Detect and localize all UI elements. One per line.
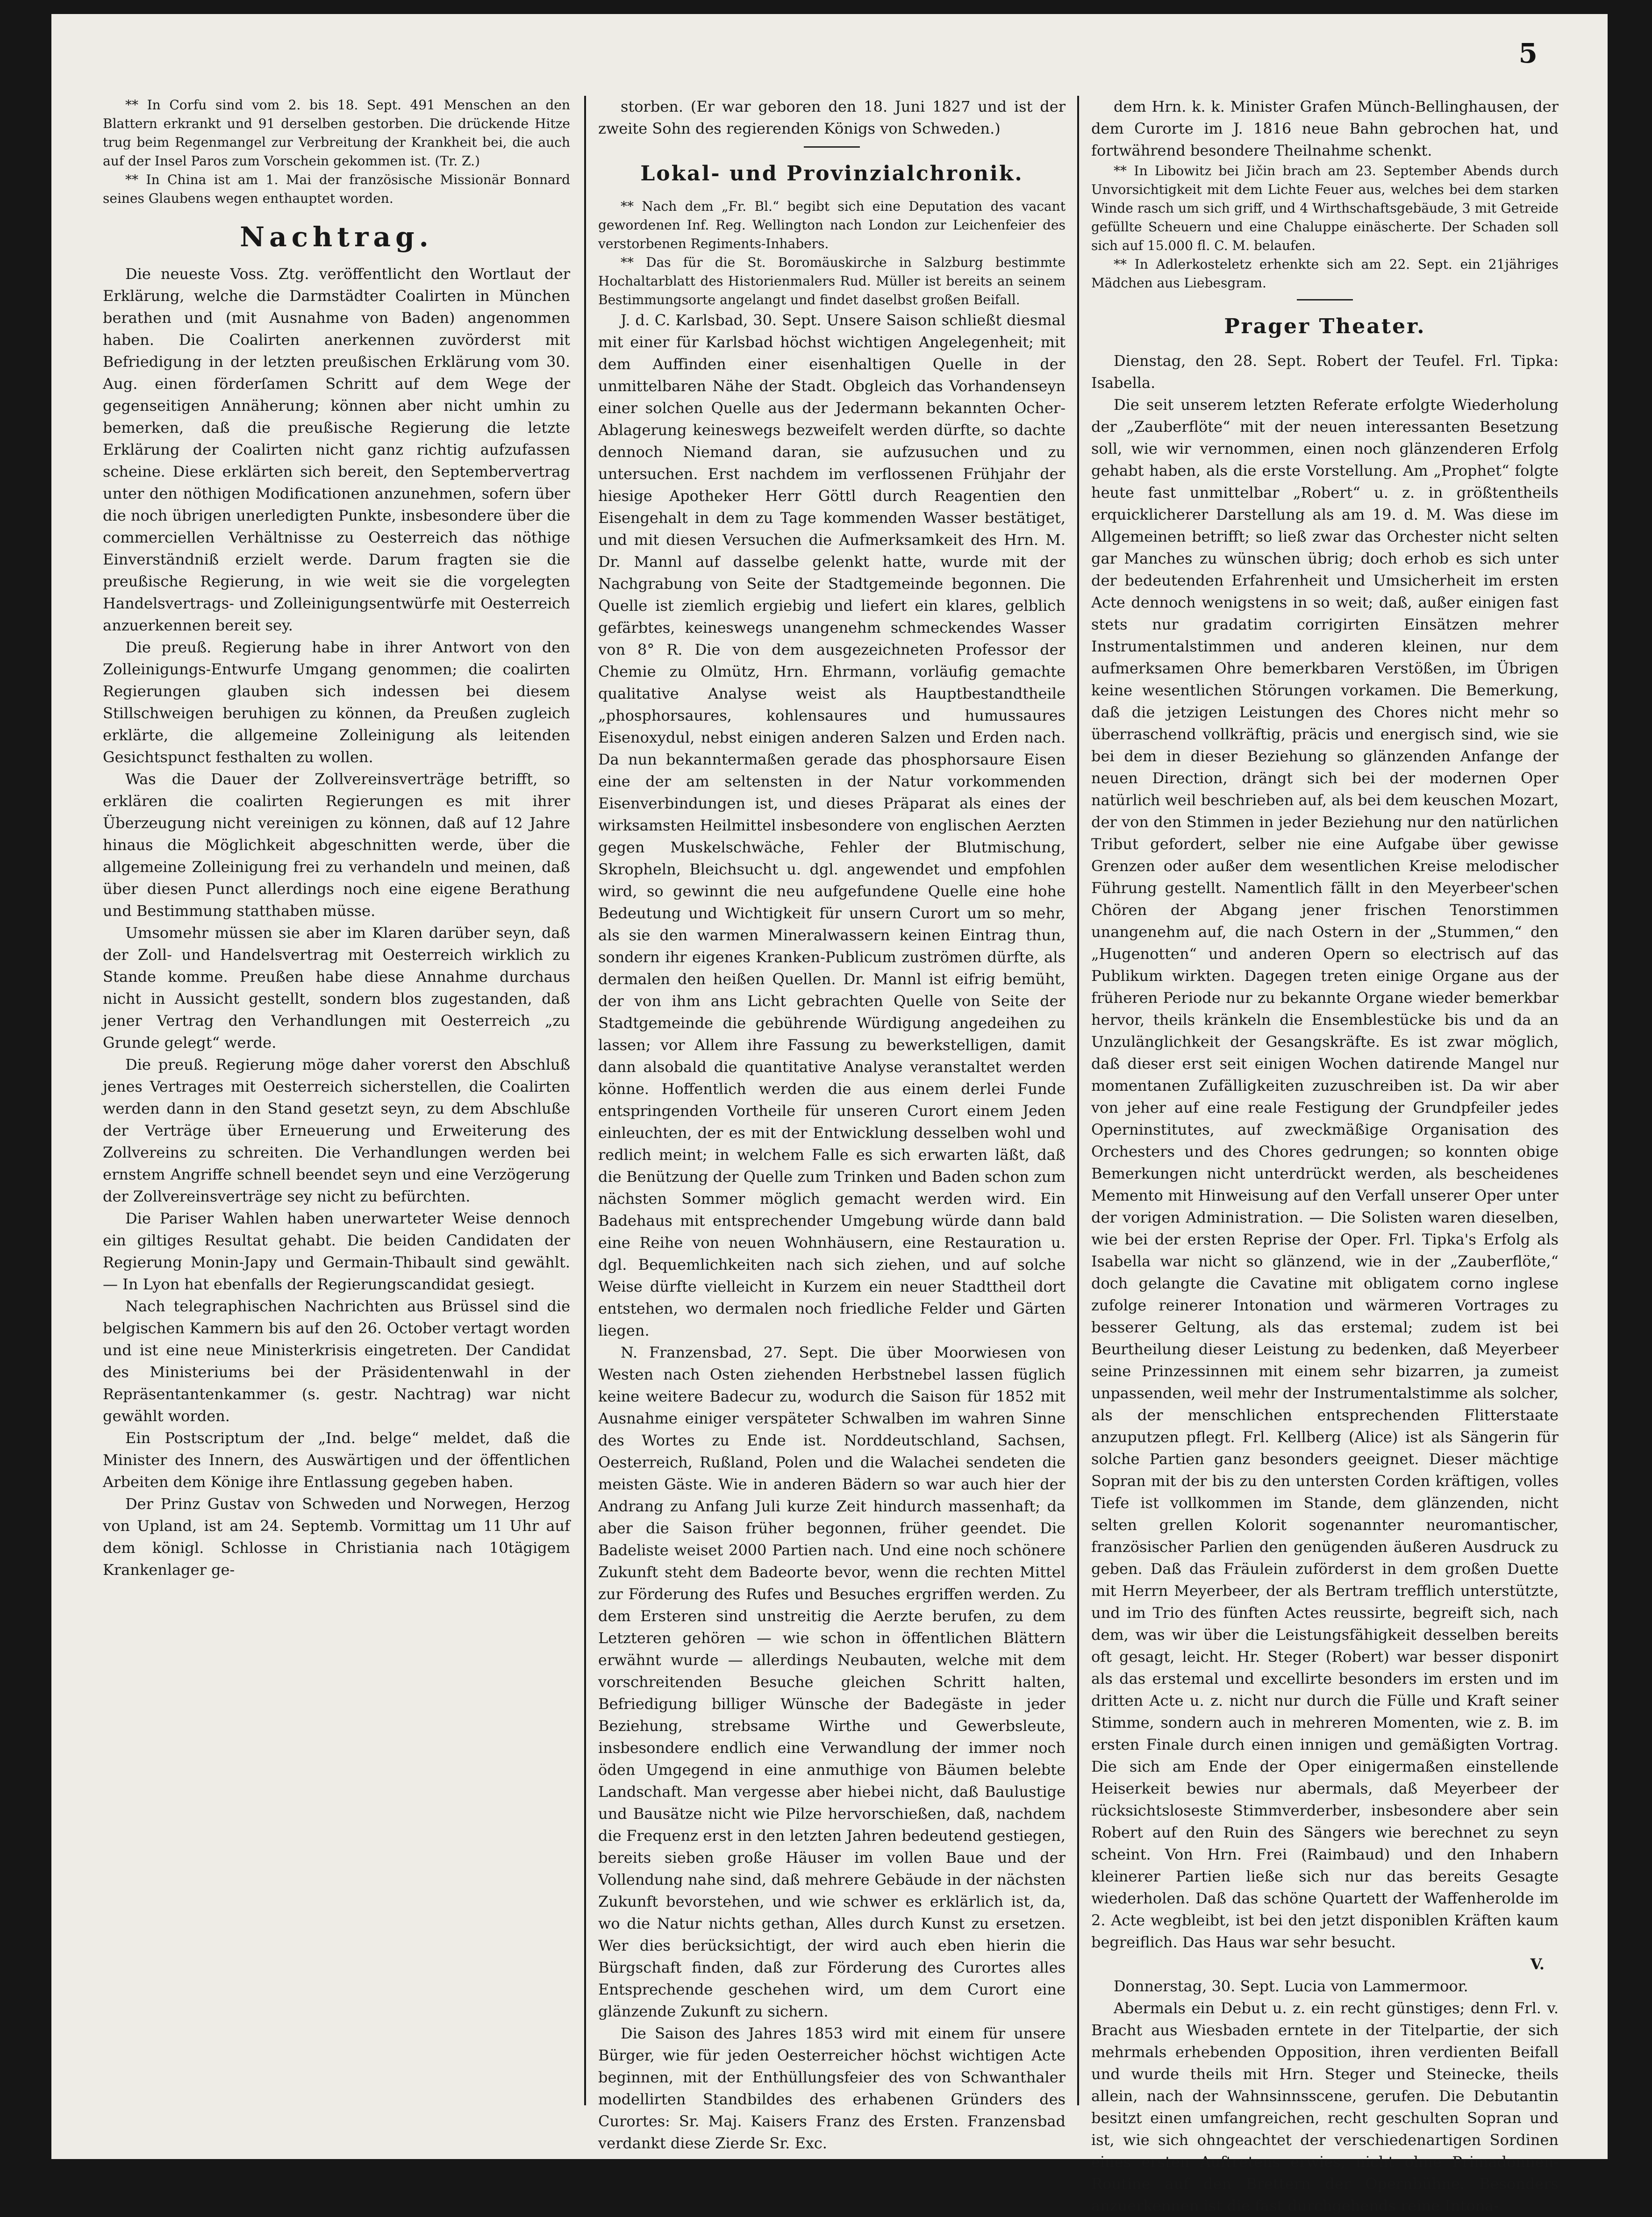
paragraph-saison-1853: Die Saison des Jahres 1853 wird mit einem für unsere Bürger, wie für jeden Oesterreicher höchst wichtigen Acte beginnen, mit der Enthüllungsfeier des von Schwanthaler modellirten Standbildes des erhabenen Gründers des Curortes: Sr. Maj. Kaisers Franz des Ersten. Franzensbad verdankt diese Zierde Sr. Exc.	[598, 2024, 1066, 2152]
paragraph-5: Die preuß. Regierung möge daher vorerst den Abschluß jenes Vertrages mit Oesterreich sicherstellen, die Coalirten werden dann in den Stand gesetzt seyn, zu dem Abschluße der Verträge über Erneuerung und Erweiterung des Zollvereins zu schreiten. Die Verhandlungen werden bei ernstem Angriffe schnell beendet seyn und eine Verzögerung der Zollvereinsverträge sey nicht zu befürchten.	[103, 1056, 570, 1205]
heading-prager-theater: Prager Theater.	[1224, 315, 1426, 338]
heading-nachtrag: Nachtrag.	[240, 221, 433, 253]
paragraph-3: Was die Dauer der Zollvereinsverträge betrifft, so erklären die coalirten Regierungen es mit ihrer Überzeugung nicht vereinigen zu können, daß auf 12 Jahre hinaus die Möglichkeit abgeschnitten werde, über die allgemeine Zolleinigung frei zu verhandeln und meinen, daß über diesen Punct allerdings noch eine eigene Berathung und Bestimmung statthaben müsse.	[103, 770, 570, 920]
column-divider	[584, 96, 586, 2105]
paragraph-2: Die preuß. Regierung habe in ihrer Antwort von den Zolleinigungs-Entwurfe Umgang genommen; die coalirten Regierungen glauben sich indessen bei diesem Stillschweigen beruhigen zu können, da Preußen zugleich erklärte, die allgemeine Zolleinigung als leitenden Gesichtspunct festhalten zu wollen.	[103, 638, 570, 766]
paragraph-4: Umsomehr müssen sie aber im Klaren darüber seyn, daß der Zoll- und Handelsvertrag mit Oesterreich wirklich zu Stande komme. Preußen habe diese Annahme durchaus nicht in Aussicht gestellt, sondern blos zugestanden, daß jener Vertrag den Verhandlungen mit Oesterreich „zu Grunde gelegt“ werde.	[103, 924, 570, 1051]
column-right	[1091, 96, 1559, 2215]
paragraph-6: Die Pariser Wahlen haben unerwarteter Weise dennoch ein giltiges Resultat gehabt. Die beiden Candidaten der Regierung Monin-Japy und Germain-Thibault sind gewählt. — In Lyon hat ebenfalls der Regierungscandidat gesiegt.	[103, 1209, 570, 1293]
news-salzburg: ** Das für die St. Boromäuskirche in Salzburg bestimmte Hochaltarblatt des Historienmalers Rud. Müller ist bereits an seinem Bestimmungsorte angelangt und findet daselbst großen Beifall.	[598, 255, 1066, 308]
column-left	[103, 96, 570, 2115]
column-divider	[1077, 96, 1079, 2105]
paragraph-continued: dem Hrn. k. k. Minister Grafen Münch-Bellinghausen, der dem Curorte im J. 1816 neue Bahn gebrochen hat, und fortwährend besondere Theilnahme schenkt.	[1091, 98, 1559, 159]
report-franzensbad: N. Franzensbad, 27. Sept. Die über Moorwiesen von Westen nach Osten ziehenden Herbstnebel lassen füglich keine weitere Badecur zu, wodurch die Saison für 1852 mit Ausnahme einiger verspäteter Schwalben im wahren Sinne des Wortes zu Ende ist. Norddeutschland, Sachsen, Oesterreich, Rußland, Polen und die Walachei sendeten die meisten Gäste. Wie in anderen Bädern so war auch hier der Andrang zu Anfang Juli kurze Zeit hindurch massenhaft; da aber die Saison früher begonnen, früher geendet. Die Badeliste weiset 2000 Partien nach. Und eine noch schönere Zukunft steht dem Badeorte bevor, wenn die rechten Mittel zur Förderung des Rufes und Besuches ergriffen werden. Zu dem Ersteren sind unstreitig die Aerzte berufen, zu dem Letzteren gehören — wie schon in öffentlichen Blättern erwähnt wurde — allerdings Neubauten, welche mit dem vorschreitenden Besuche gleichen Schritt halten, Befriedigung billiger Wünsche der Badegäste in jeder Beziehung, strebsame Wirthe und Gewerbsleute, insbesondere endlich eine Verwandlung der immer noch öden Umgegend in eine anmuthige von Bäumen belebte Landschaft. Man vergesse aber hiebei nicht, daß Baulustige und Bausätze nicht wie Pilze hervorschießen, daß, nachdem die Frequenz erst in den letzten Jahren bedeutend gestiegen, bereits sieben große Häuser im vollen Baue und der Vollendung nahe sind, daß mehrere Gebäude in der nächsten Zukunft bevorstehen, und wie schwer es erklärlich ist, da, wo die Natur nichts gethan, Alles durch Kunst zu ersetzen. Wer dies berücksichtigt, der wird auch eben hierin die Bürgschaft finden, daß zur Förderung des Curortes alles Entsprechende geschehen wird, um dem Curort eine glänzende Zukunft zu sichern.	[598, 1344, 1066, 2020]
paragraph-8: Ein Postscriptum der „Ind. belge“ meldet, daß die Minister des Innern, des Auswärtigen und der öffentlichen Arbeiten dem Könige ihre Entlassung gegeben haben.	[103, 1429, 570, 1491]
paragraph-continued: storben. (Er war geboren den 18. Juni 1827 und ist der zweite Sohn des regierenden Königs von Schweden.)	[598, 98, 1066, 137]
report-karlsbad: J. d. C. Karlsbad, 30. Sept. Unsere Saison schließt diesmal mit einer für Karlsbad höchst wichtigen Angelegenheit; mit dem Auffinden einer eisenhaltigen Quelle in der unmittelbaren Nähe der Stadt. Obgleich das Vorhandenseyn einer solchen Quelle aus der Jedermann bekannten Ocher-Ablagerung keineswegs bezweifelt werden dürfte, so dachte dennoch Niemand daran, sie aufzusuchen und zu untersuchen. Erst nachdem im verflossenen Frühjahr der hiesige Apotheker Herr Göttl durch Reagentien den Eisengehalt in dem zu Tage kommenden Wasser bestätiget, und mit diesen Versuchen die Aufmerksamkeit des Hrn. M. Dr. Mannl auf dasselbe gelenkt hatte, wurde mit der Nachgrabung von Seite der Stadtgemeinde begonnen. Die Quelle ist ziemlich ergiebig und liefert ein klares, gelblich gefärbtes, keineswegs unangenehm schmeckendes Wasser von 8° R. Die von dem ausgezeichneten Professor der Chemie zu Olmütz, Hrn. Ehrmann, vorläufig gemachte qualitative Analyse weist als Hauptbestandtheile „phosphorsaures, kohlensaures und humussaures Eisenoxydul, nebst einigen anderen Salzen und Erden nach. Da nun bekanntermaßen gerade das phosphorsaure Eisen eine der am seltensten in der Natur vorkommenden Eisenverbindungen ist, und dieses Präparat als eines der wirksamsten Heilmittel insbesondere von englischen Aerzten gegen Muskelschwäche, Fehler der Blutmischung, Skropheln, Bleichsucht u. dgl. angewendet und empfohlen wird, so gewinnt die neu aufgefundene Quelle eine hohe Bedeutung und Wichtigkeit für unsern Curort um so mehr, als sie den warmen Mineralwassern keinen Eintrag thun, sondern ihr eigenes Kranken-Publicum zuströmen dürfte, als dermalen den heißen Quellen. Dr. Mannl ist eifrig bemüht, der von ihm ans Licht gebrachten Quelle von Seite der Stadtgemeinde die gebührende Würdigung angedeihen zu lassen; vor Allem ihre Fassung zu bewerkstelligen, damit dann alsobald die quantitative Analyse veranstaltet werden könne. Hoffentlich werden die aus einem derlei Funde entspringenden Vortheile für unseren Curort einem Jeden einleuchten, der es mit der Entwicklung desselben wohl und redlich meint; in welchem Falle es sich erwarten läßt, daß die Benützung der Quelle zum Trinken und Baden schon zum nächsten Sommer möglich gemacht werden wird. Ein Badehaus mit entsprechender Umgebung würde dann bald eine Reihe von neuen Wohnhäusern, eine Restauration u. dgl. Bequemlichkeiten nach sich ziehen, und auf solche Weise dürfte vielleicht in Kurzem ein neuer Stadttheil dort entstehen, wo dermalen noch friedliche Felder und Gärten liegen.	[598, 311, 1066, 1339]
section-divider	[804, 146, 860, 148]
newspaper-page	[51, 14, 1608, 2215]
heading-lokal-chronik: Lokal- und Provinzialchronik.	[640, 162, 1023, 186]
section-divider	[1297, 299, 1353, 300]
news-fire-libowitz: ** In Libowitz bei Jičin brach am 23. September Abends durch Unvorsichtigkeit mit dem Lichte Feuer aus, welches bei dem starken Winde rasch um sich griff, und 4 Wirthschaftsgebäude, 3 mit Getreide gefüllte Scheuern und eine Chaluppe einäscherte. Der Schaden soll sich auf 15.000 fl. C. M. belaufen.	[1091, 163, 1559, 253]
performance-date-2: Donnerstag, 30. Sept. Lucia von Lammermoor.	[1114, 1977, 1468, 1995]
theater-review: Die seit unserem letzten Referate erfolgte Wiederholung der „Zauberflöte“ mit der neuen interessanten Besetzung soll, wie wir vernommen, einen noch glänzenderen Erfolg gehabt haben, als die erste Vorstellung. Am „Prophet“ folgte heute fast unmittelbar „Robert“ u. z. in größtentheils erquicklicherer Darstellung als am 19. d. M. Was diese im Allgemeinen betrifft; so ließ zwar das Orchester nicht selten gar Manches zu wünschen übrig; doch erhob es sich unter der bedeutenden Erfahrenheit und Umsicherheit im ersten Acte dennoch wenigstens in so weit; daß, außer einigen fast stets nur gradatim corrigirten Einsätzen mehrer Instrumentalstimmen und anderen kleinen, nur dem aufmerksamen Ohre bemerkbaren Verstößen, im Übrigen keine wesentlichen Störungen vorkamen. Die Bemerkung, daß die jetzigen Leistungen des Chores nicht mehr so überraschend vollkräftig, präcis und energisch sind, wie sie bei dem in dieser Beziehung so glänzenden Anfange der neuen Direction, drängt sich bei der modernen Oper natürlich weil beschrieben auf, als bei dem keuschen Mozart, der von den Stimmen in jeder Beziehung nur den natürlichen Tribut gefordert, selber nie eine Aufgabe über gewisse Grenzen oder außer dem wesentlichen Kreise melodischer Führung gestellt. Namentlich fällt in den Meyerbeer'schen Chören der Abgang jener frischen Tenorstimmen unangenehm auf, die nach Ostern in der „Stummen,“ den „Hugenotten“ und anderen Opern so electrisch auf das Publikum wirkten. Dagegen treten einige Organe aus der früheren Periode nur zu bekannte Organe wieder bemerkbar hervor, theils kränkeln die Ensemblestücke bis und da an Unzulänglichkeit der Gesangskräfte. Es ist zwar möglich, daß dieser erst seit einigen Wochen datirende Mangel nur momentanen Zufälligkeiten zuzuschreiben ist. Da wir aber von jeher auf eine reale Festigung der Grundpfeiler jedes Operninstitutes, auf zweckmäßige Organisation des Orchesters und des Chores gedrungen; so konnten obige Bemerkungen nicht unterdrückt werden, als bescheidenes Memento mit Hinweisung auf den Verfall unserer Oper unter der vorigen Administration. — Die Solisten waren dieselben, wie bei der ersten Reprise der Oper. Frl. Tipka's Erfolg als Isabella war nicht so glänzend, wie in der „Zauberflöte,“ doch gelangte die Cavatine mit obligatem corno inglese zufolge reinerer Intonation und wärmeren Vortrages zu besserer Geltung, als das erstemal; zudem ist bei Beurtheilung dieser Leistung zu bedenken, daß Meyerbeer seine Prinzessinnen mit einem sehr bizarren, ja zumeist unpassenden, weil mehr der Instrumentalstimme als solcher, als der menschlichen entsprechenden Flitterstaate anzuputzen pflegt. Frl. Kellberg (Alice) ist als Sängerin für solche Partien ganz besonders geeignet. Dieser mächtige Sopran mit der bis zu den untersten Corden kräftigen, volles Tiefe ist vollkommen im Stande, dem glänzenden, nicht selten grellen Kolorit sogenannter neuromantischer, französischer Parlien den genügenden äußeren Ausdruck zu geben. Daß das Fräulein zuförderst in dem großen Duette mit Herrn Meyerbeer, der als Bertram trefflich unterstützte, und im Trio des fünften Actes reussirte, begreift sich, nach dem, was wir über die Leistungsfähigkeit desselben bereits oft gesagt, leicht. Hr. Steger (Robert) war besser disponirt als das erstemal und excellirte besonders im ersten und im dritten Acte u. z. nicht nur durch die Fülle und Kraft seiner Stimme, sondern auch in mehreren Momenten, wie z. B. im ersten Finale durch einen innigen und gemäßigten Vortrag. Die sich am Ende der Oper einigermaßen einstellende Heiserkeit bewies nur abermals, daß Meyerbeer der rücksichtsloseste Stimmverderber, insbesondere aber sein Robert auf den Ruin des Sängers wie berechnet zu seyn scheint. Von Hrn. Frei (Raimbaud) und den Inhabern kleinerer Partien ließe sich nur das bereits Gesagte wiederholen. Daß das schöne Quartett der Waffenherolde im 2. Acte wegbleibt, ist bei den jetzt disponiblen Kräften kaum begreiflich. Das Haus war sehr besucht.	[1091, 396, 1559, 1951]
performance-date-1: Dienstag, den 28. Sept. Robert der Teufel. Frl. Tipka: Isabella.	[1091, 352, 1559, 392]
theater-review-2: Abermals ein Debut u. z. ein recht günstiges; denn Frl. v. Bracht aus Wiesbaden erntete in der Titelpartie, der sich mehrmals erhebenden Opposition, ihren verdienten Beifall und wurde theils mit Hrn. Steger und Steinecke, theils allein, nach der Wahnsinnsscene, gerufen. Die Debutantin besitzt einen umfangreichen, recht geschulten Sopran und ist, wie sich ohngeachtet der verschiedenartigen Sordinen eines ersten Auftretens erwies, nicht ohne Primadonnen-Routine auf den Brettern der Opernbühne. Besonders anzuerkennen ist die fast durchgehends reine Intona-	[1091, 1999, 1559, 2215]
news-deputation: ** Nach dem „Fr. Bl.“ begibt sich eine Deputation des vacant gewordenen Inf. Reg. Wellington nach London zur Leichenfeier des verstorbenen Regiments-Inhabers.	[598, 199, 1066, 251]
review-signature: V.	[1530, 1955, 1545, 1973]
page-number: 5	[1518, 37, 1538, 69]
column-middle	[598, 96, 1066, 2152]
paragraph-7: Nach telegraphischen Nachrichten aus Brüssel sind die belgischen Kammern bis auf den 26. October vertagt worden und ist eine neue Ministerkrisis eingetreten. Der Candidat des Ministeriums bei der Präsidentenwahl in der Repräsentantenkammer (s. gestr. Nachtrag) war nicht gewählt worden.	[103, 1297, 570, 1425]
news-corfu: ** In Corfu sind vom 2. bis 18. Sept. 491 Menschen an den Blattern erkrankt und 91 derselben gestorben. Die drückende Hitze trug beim Regenmangel zur Verbreitung der Krankheit bei, die auch auf der Insel Paros zum Vorschein gekommen ist. (Tr. Z.)	[103, 97, 570, 169]
news-adlerkosteletz: ** In Adlerkosteletz erhenkte sich am 22. Sept. ein 21jähriges Mädchen aus Liebesgram.	[1091, 257, 1559, 291]
paragraph-9: Der Prinz Gustav von Schweden und Norwegen, Herzog von Upland, ist am 24. Septemb. Vormittag um 11 Uhr auf dem königl. Schlosse in Christiania nach 10tägigem Krankenlager ge-	[103, 1495, 570, 1579]
news-china: ** In China ist am 1. Mai der französische Missionär Bonnard seines Glaubens wegen enthauptet worden.	[103, 172, 570, 206]
paragraph-1: Die neueste Voss. Ztg. veröffentlicht den Wortlaut der Erklärung, welche die Darmstädter Coalirten in München berathen und (mit Ausnahme von Baden) angenommen haben. Die Coalirten anerkennen zuvörderst mit Befriedigung in der letzten preußischen Erklärung vom 30. Aug. einen förderſamen Schritt auf dem Wege der gegenseitigen Annäherung; können aber nicht umhin zu bemerken, daß die preußische Regierung die letzte Erklärung der Coalirten nicht ganz richtig aufzufassen scheine. Diese erklärten sich bereit, den Septembervertrag unter den nöthigen Modificationen anzunehmen, sofern über die noch übrigen unerledigten Punkte, insbesondere über die commerciellen Verhältnisse zu Oesterreich das nöthige Einverständniß erzielt werde. Darum fragten sie die preußische Regierung, in wie weit sie die vorgelegten Handelsvertrags- und Zolleinigungsentwürfe mit Oesterreich anzuerkennen bereit sey.	[103, 265, 570, 634]
